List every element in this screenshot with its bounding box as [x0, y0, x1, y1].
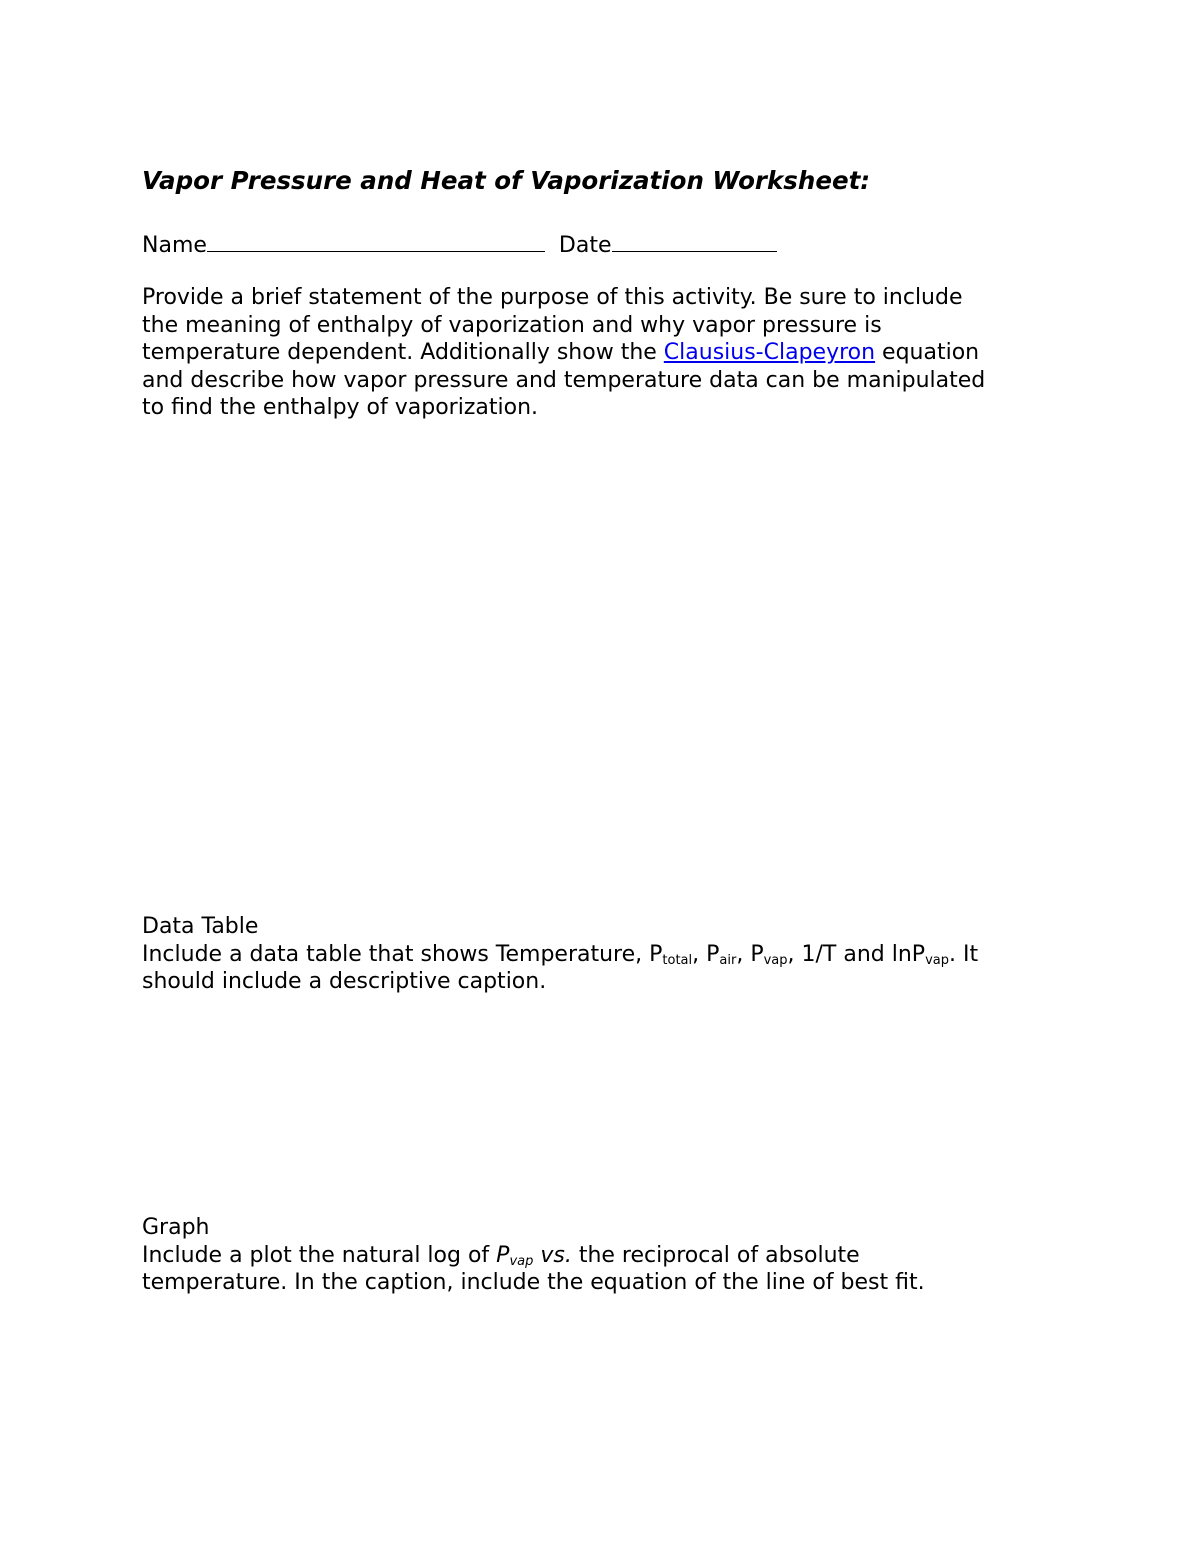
data-table-line	[142, 941, 1062, 969]
purpose-line: the meaning of enthalpy of vaporization and why vapor pressure is	[142, 312, 882, 338]
data-table-text: Include a data table that shows Temperature, P	[142, 941, 663, 967]
graph-heading: Graph	[142, 1215, 210, 1240]
data-table-text: , P	[736, 941, 764, 967]
purpose-line: Provide a brief statement of the purpose of this activity. Be sure to include	[142, 285, 963, 310]
data-table-line: should include a descriptive caption.	[142, 969, 547, 994]
date-blank-line[interactable]	[612, 229, 777, 252]
data-table-text: , 1/T and lnP	[787, 941, 926, 967]
name-label: Name	[142, 233, 207, 258]
graph-section	[142, 1214, 1062, 1297]
graph-text: the reciprocal of absolute	[571, 1242, 860, 1268]
clausius-clapeyron-link[interactable]: Clausius-Clapeyron	[663, 340, 876, 365]
subscript-vap: vap	[763, 952, 788, 968]
subscript-total: total	[662, 952, 693, 968]
subscript-air: air	[719, 952, 737, 968]
purpose-line	[142, 339, 1062, 367]
worksheet-title: Vapor Pressure and Heat of Vaporization Worksheet:	[142, 166, 871, 195]
graph-text: Include a plot the natural log of	[142, 1242, 497, 1268]
graph-line: temperature. In the caption, include the equation of the line of best fit.	[142, 1270, 925, 1295]
purpose-line: and describe how vapor pressure and temperature data can be manipulated	[142, 367, 986, 393]
vs-text: vs.	[533, 1242, 572, 1268]
name-blank-line[interactable]	[207, 229, 545, 252]
purpose-instructions	[142, 284, 1062, 422]
data-table-text: . It	[949, 941, 979, 967]
data-table-section	[142, 913, 1062, 996]
p-vap-symbol: $P_{vap}$	[496, 1242, 534, 1269]
purpose-text: equation	[875, 340, 980, 365]
purpose-line: to find the enthalpy of vaporization.	[142, 395, 538, 420]
graph-line	[142, 1242, 1062, 1270]
data-table-text: , P	[692, 941, 720, 967]
purpose-text: temperature dependent. Additionally show the	[142, 340, 664, 365]
date-label: Date	[558, 233, 612, 258]
name-date-row	[142, 229, 1062, 260]
data-table-heading: Data Table	[142, 914, 259, 939]
subscript-vap: vap	[925, 952, 949, 968]
